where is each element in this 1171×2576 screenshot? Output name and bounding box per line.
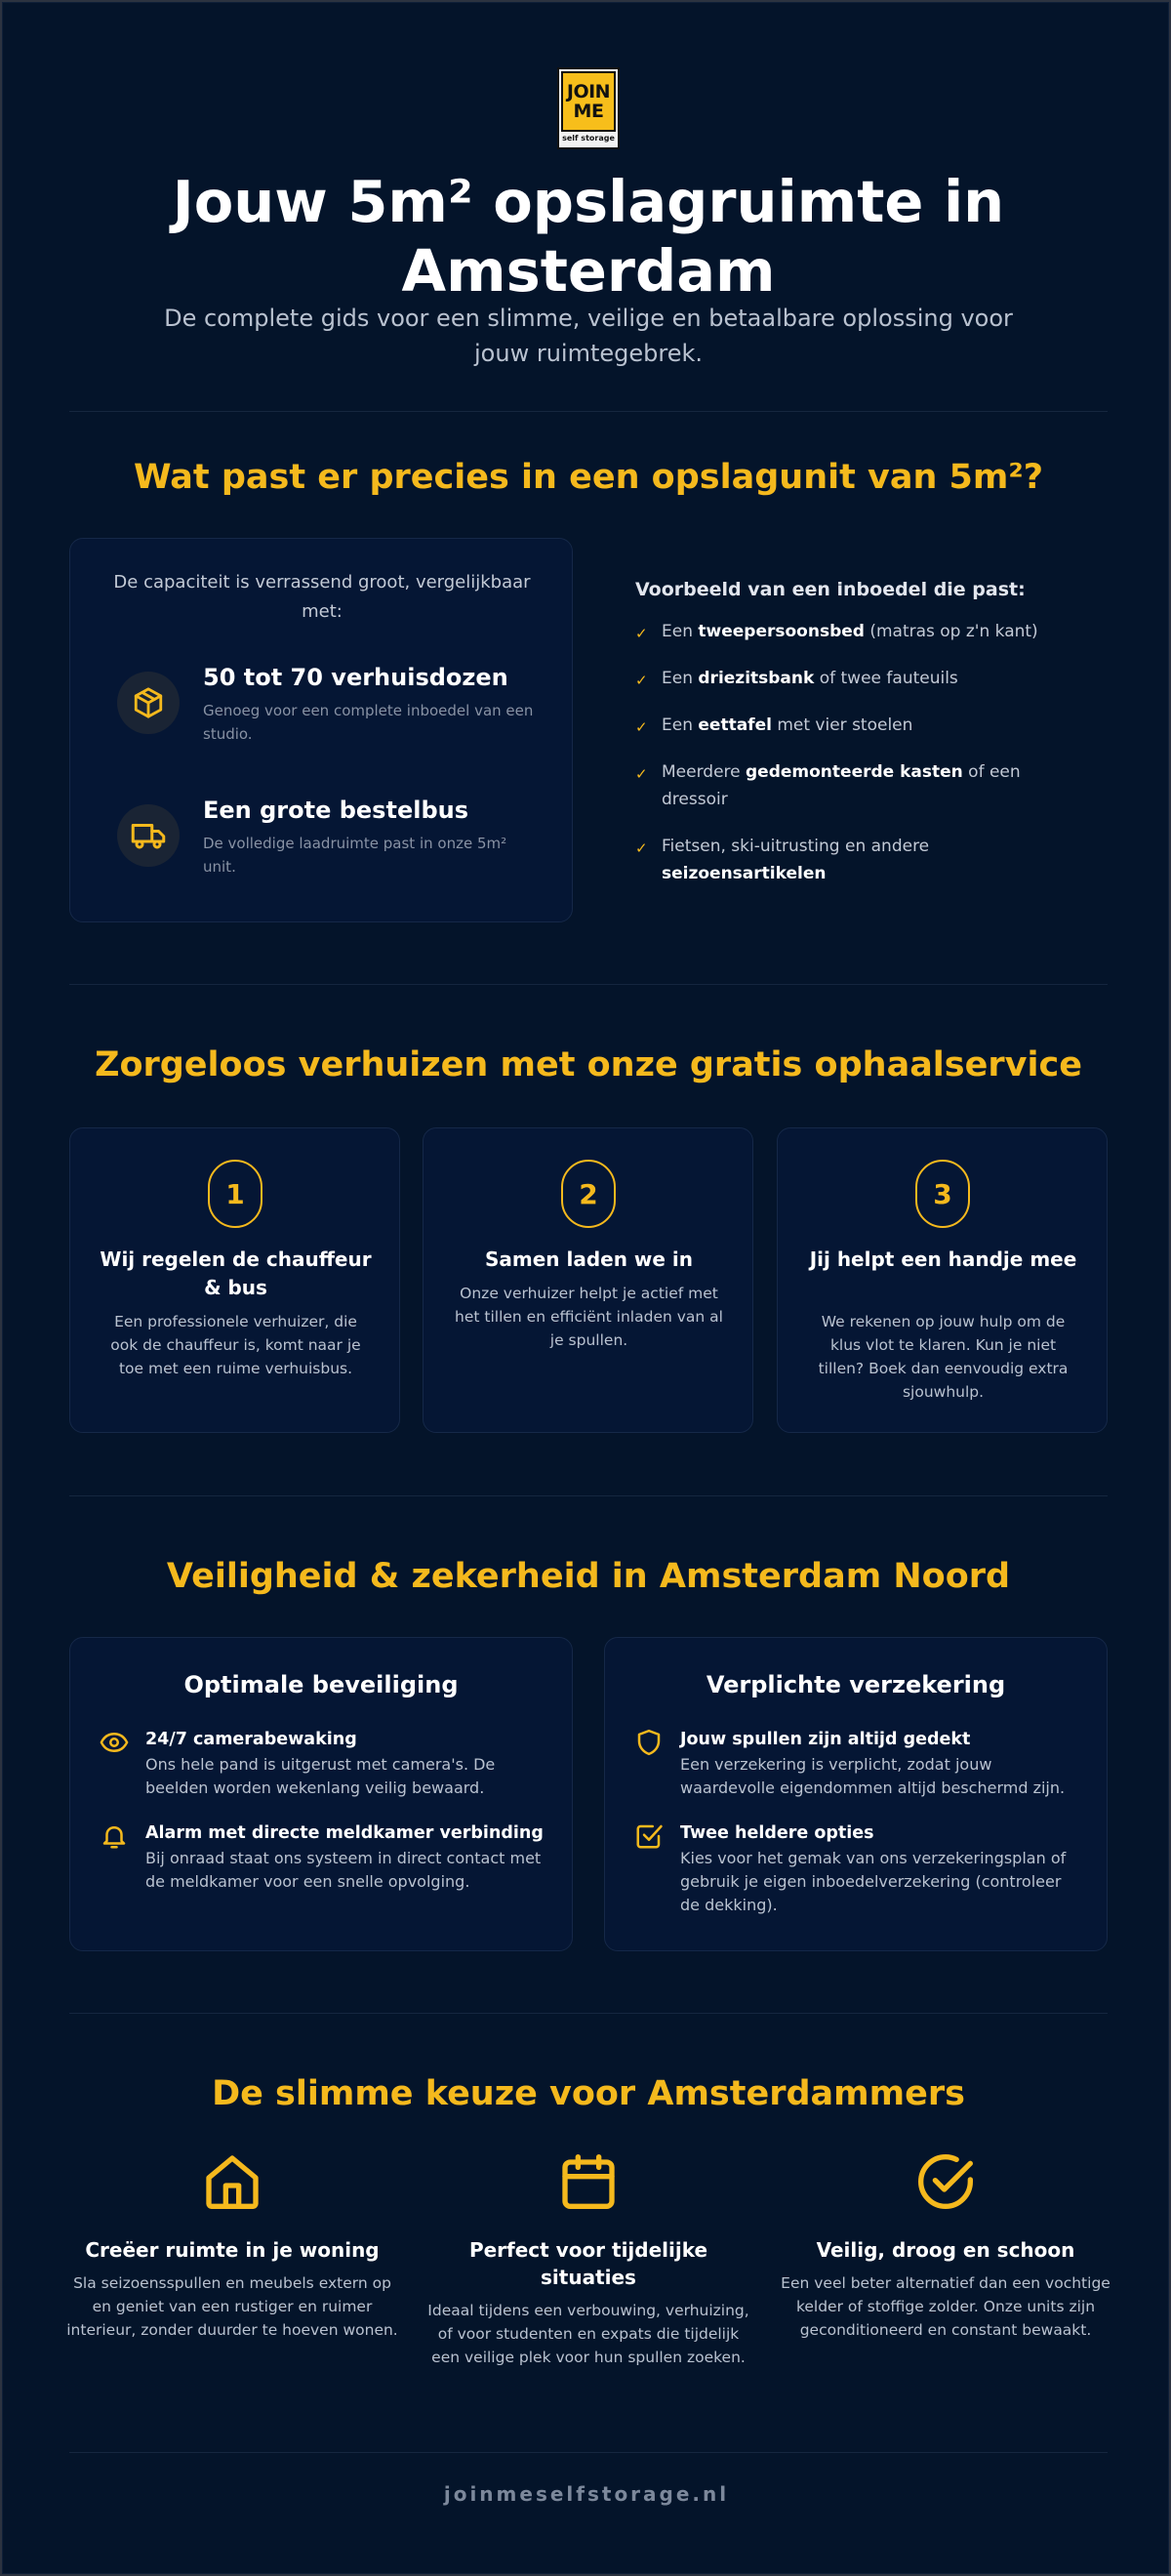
benefit-desc: Sla seizoensspullen en meubels extern op en geniet van een rustiger en ruimer interieur, zonder duurder te hoeven wonen. bbox=[66, 2274, 398, 2339]
security-item-desc: Kies voor het gemak van ons verzekeringsplan of gebruik je eigen inboedelverzekering (controleer de dekking). bbox=[680, 1849, 1067, 1914]
example-list bbox=[635, 618, 1084, 907]
capacity-intro: De capaciteit is verrassend groot, vergelijkbaar met: bbox=[113, 572, 531, 622]
benefit-item bbox=[423, 2150, 754, 2369]
capacity-item-title: 50 tot 70 verhuisdozen bbox=[203, 664, 508, 691]
security-item-title: Jouw spullen zijn altijd gedekt bbox=[680, 1730, 971, 1749]
divider bbox=[69, 411, 1108, 412]
list-item: ✓ Fietsen, ski-uitrusting en andere seizoensartikelen bbox=[635, 837, 930, 883]
divider bbox=[69, 1495, 1108, 1496]
step-card bbox=[69, 1127, 400, 1433]
divider bbox=[69, 984, 1108, 985]
step-card bbox=[777, 1127, 1108, 1433]
step-number: 3 bbox=[915, 1160, 970, 1228]
infographic-page bbox=[2, 2, 1169, 2574]
benefit-title: Perfect voor tijdelijke situaties bbox=[468, 2238, 708, 2289]
list-item: ✓ Meerdere gedemonteerde kasten of een dressoir bbox=[635, 762, 1021, 809]
security-item bbox=[100, 1726, 545, 1800]
check-icon: ✓ bbox=[635, 718, 648, 736]
logo-subtext: self storage bbox=[562, 134, 615, 143]
capacity-card bbox=[69, 538, 573, 922]
example-list-title: Voorbeeld van een inboedel die past: bbox=[635, 579, 1026, 600]
home-icon bbox=[201, 2150, 263, 2213]
page-subtitle: De complete gids voor een slimme, veilige en betaalbare oplossing voor jouw ruimtegebrek. bbox=[164, 305, 1013, 367]
capacity-section-title: Wat past er precies in een opslagunit van 5m²? bbox=[133, 458, 1044, 497]
capacity-item-title: Een grote bestelbus bbox=[203, 797, 468, 824]
capacity-item-boxes bbox=[117, 662, 534, 750]
step-desc: Onze verhuizer helpt je actief met het tillen en efficiënt inladen van al je spullen. bbox=[455, 1285, 723, 1349]
check-icon: ✓ bbox=[635, 672, 648, 689]
step-desc: Een professionele verhuizer, die ook de chauffeur is, komt naar je toe met een ruime verhuisbus. bbox=[110, 1313, 361, 1377]
box-icon bbox=[117, 672, 180, 734]
logo-line-2: ME bbox=[573, 101, 604, 122]
security-item bbox=[100, 1820, 545, 1894]
capacity-item-desc: De volledige laadruimte past in onze 5m² unit. bbox=[203, 835, 507, 876]
benefit-item bbox=[780, 2150, 1111, 2342]
step-title: Samen laden we in bbox=[484, 1247, 694, 1271]
insurance-card bbox=[604, 1637, 1108, 1951]
security-card bbox=[69, 1637, 573, 1951]
page-title: Jouw 5m² opslagruimte in Amsterdam bbox=[172, 168, 1005, 305]
security-item-desc: Bij onraad staat ons systeem in direct contact met de meldkamer voor een snelle opvolging. bbox=[145, 1849, 542, 1891]
divider bbox=[69, 2452, 1108, 2453]
security-item-title: 24/7 camerabewaking bbox=[145, 1730, 357, 1749]
eye-icon bbox=[100, 1728, 129, 1757]
security-item-title: Twee heldere opties bbox=[680, 1823, 874, 1843]
check-icon: ✓ bbox=[635, 625, 648, 642]
security-item-title: Alarm met directe meldkamer verbinding bbox=[145, 1823, 544, 1843]
benefit-item bbox=[66, 2150, 398, 2342]
calendar-icon bbox=[557, 2150, 620, 2213]
check-icon: ✓ bbox=[635, 839, 648, 857]
shield-icon bbox=[634, 1728, 664, 1757]
list-item: ✓ Een tweepersoonsbed (matras op z'n kant) bbox=[635, 618, 1084, 645]
step-number: 2 bbox=[561, 1160, 616, 1228]
pickup-section-title: Zorgeloos verhuizen met onze gratis ophaalservice bbox=[95, 1045, 1082, 1084]
list-item: ✓ Een driezitsbank of twee fauteuils bbox=[635, 665, 1084, 692]
checkbox-icon bbox=[634, 1821, 664, 1851]
truck-icon bbox=[117, 804, 180, 867]
benefit-desc: Ideaal tijdens een verbouwing, verhuizing, of voor studenten en expats die tijdelijk een veilige plek voor hun spullen zoeken. bbox=[427, 2302, 749, 2366]
check-icon: ✓ bbox=[635, 765, 648, 783]
divider bbox=[69, 2013, 1108, 2014]
benefit-desc: Een veel beter alternatief dan een vochtige kelder of stoffige zolder. Onze units zijn geconditioneerd en constant bewaakt. bbox=[781, 2274, 1110, 2339]
security-item bbox=[634, 1726, 1079, 1800]
join-me-logo bbox=[557, 67, 620, 149]
step-card bbox=[423, 1127, 753, 1433]
security-section-title: Veiligheid & zekerheid in Amsterdam Noord bbox=[166, 1557, 1011, 1596]
check-circle-icon bbox=[914, 2150, 977, 2213]
security-card-title: Optimale beveiliging bbox=[183, 1671, 459, 1698]
insurance-card-title: Verplichte verzekering bbox=[706, 1671, 1006, 1698]
security-item bbox=[634, 1820, 1079, 1917]
step-desc: We rekenen op jouw hulp om de klus vlot te klaren. Kun je niet tillen? Boek dan eenvoudig extra sjouwhulp. bbox=[818, 1313, 1069, 1401]
benefits-section-title: De slimme keuze voor Amsterdammers bbox=[212, 2074, 965, 2113]
capacity-item-van bbox=[117, 795, 527, 882]
footer-website-link[interactable]: joinmeselfstorage.nl bbox=[443, 2482, 730, 2506]
list-item: ✓ Een eettafel met vier stoelen bbox=[635, 712, 1084, 739]
logo-line-1: JOIN bbox=[566, 81, 611, 102]
benefit-title: Creëer ruimte in je woning bbox=[85, 2238, 380, 2262]
benefit-title: Veilig, droog en schoon bbox=[816, 2238, 1075, 2262]
step-title: Jij helpt een handje mee bbox=[809, 1247, 1077, 1271]
security-item-desc: Ons hele pand is uitgerust met camera's. De beelden worden wekenlang veilig bewaard. bbox=[145, 1755, 496, 1797]
security-item-desc: Een verzekering is verplicht, zodat jouw waardevolle eigendommen altijd beschermd zijn. bbox=[680, 1755, 1066, 1797]
capacity-item-desc: Genoeg voor een complete inboedel van een studio. bbox=[203, 702, 534, 743]
step-number: 1 bbox=[208, 1160, 262, 1228]
step-title: Wij regelen de chauffeur & bus bbox=[100, 1247, 372, 1299]
bell-icon bbox=[100, 1821, 129, 1851]
